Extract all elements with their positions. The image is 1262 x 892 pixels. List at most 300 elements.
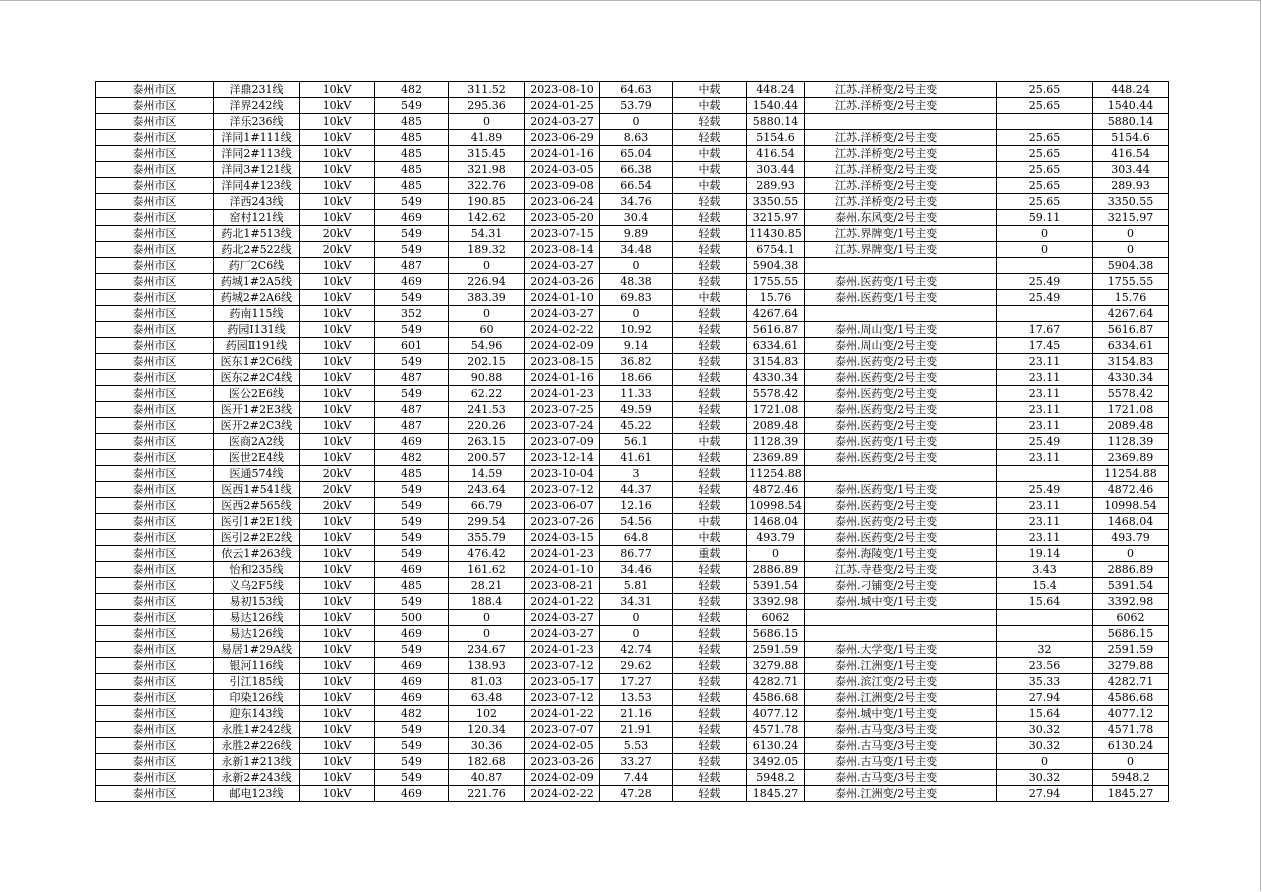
cell-substation-transformer bbox=[805, 258, 997, 274]
cell-substation-transformer: 江苏.洋桥变/2号主变 bbox=[805, 82, 997, 98]
cell-max-date: 2023-08-10 bbox=[525, 82, 600, 98]
cell-load-rate: 66.38 bbox=[600, 162, 673, 178]
cell-load-rate: 29.62 bbox=[600, 658, 673, 674]
cell-load-status: 轻载 bbox=[673, 370, 747, 386]
cell-load-rate: 65.04 bbox=[600, 146, 673, 162]
cell-load-rate: 33.27 bbox=[600, 754, 673, 770]
cell-load-status: 轻载 bbox=[673, 578, 747, 594]
cell-voltage: 10kV bbox=[300, 178, 375, 194]
cell-load-status: 中载 bbox=[673, 290, 747, 306]
cell-region: 泰州市区 bbox=[96, 770, 214, 786]
cell-voltage: 10kV bbox=[300, 418, 375, 434]
cell-substation-transformer bbox=[805, 626, 997, 642]
cell-remaining-capacity: 3350.55 bbox=[747, 194, 805, 210]
cell-substation-transformer: 江苏.洋桥变/2号主变 bbox=[805, 194, 997, 210]
cell-max-date: 2024-03-27 bbox=[525, 306, 600, 322]
cell-remaining-capacity: 2886.89 bbox=[747, 562, 805, 578]
cell-line-name: 窑村121线 bbox=[214, 210, 300, 226]
cell-voltage: 10kV bbox=[300, 146, 375, 162]
cell-line-name: 药北1#513线 bbox=[214, 226, 300, 242]
cell-load-status: 中载 bbox=[673, 178, 747, 194]
cell-substation-transformer bbox=[805, 114, 997, 130]
cell-load-status: 轻载 bbox=[673, 354, 747, 370]
cell-max-date: 2023-12-14 bbox=[525, 450, 600, 466]
table-row bbox=[96, 434, 1169, 450]
cell-available-capacity: 5154.6 bbox=[1093, 130, 1169, 146]
cell-load-rate: 54.56 bbox=[600, 514, 673, 530]
cell-max-current: 295.36 bbox=[449, 98, 525, 114]
cell-voltage: 10kV bbox=[300, 514, 375, 530]
cell-max-date: 2023-06-29 bbox=[525, 130, 600, 146]
cell-max-date: 2023-07-09 bbox=[525, 434, 600, 450]
cell-max-current: 0 bbox=[449, 626, 525, 642]
cell-line-name: 医东1#2C6线 bbox=[214, 354, 300, 370]
cell-substation-transformer: 泰州.周山变/2号主变 bbox=[805, 338, 997, 354]
cell-rated-current: 549 bbox=[375, 498, 449, 514]
cell-substation-transformer: 江苏.洋桥变/2号主变 bbox=[805, 130, 997, 146]
cell-transformer-load-rate: 27.94 bbox=[997, 786, 1093, 802]
cell-load-status: 轻载 bbox=[673, 466, 747, 482]
cell-transformer-load-rate: 25.65 bbox=[997, 194, 1093, 210]
cell-line-name: 易达126线 bbox=[214, 610, 300, 626]
cell-voltage: 10kV bbox=[300, 546, 375, 562]
table-row bbox=[96, 674, 1169, 690]
table-row bbox=[96, 386, 1169, 402]
cell-max-date: 2024-03-27 bbox=[525, 114, 600, 130]
cell-rated-current: 549 bbox=[375, 242, 449, 258]
cell-line-name: 洋西243线 bbox=[214, 194, 300, 210]
table-row bbox=[96, 306, 1169, 322]
cell-max-current: 28.21 bbox=[449, 578, 525, 594]
cell-load-status: 轻载 bbox=[673, 450, 747, 466]
cell-max-current: 263.15 bbox=[449, 434, 525, 450]
cell-region: 泰州市区 bbox=[96, 290, 214, 306]
cell-line-name: 迎东143线 bbox=[214, 706, 300, 722]
cell-load-rate: 9.89 bbox=[600, 226, 673, 242]
cell-load-rate: 5.81 bbox=[600, 578, 673, 594]
cell-remaining-capacity: 4267.64 bbox=[747, 306, 805, 322]
cell-voltage: 10kV bbox=[300, 98, 375, 114]
cell-remaining-capacity: 2591.59 bbox=[747, 642, 805, 658]
cell-region: 泰州市区 bbox=[96, 258, 214, 274]
cell-load-status: 重载 bbox=[673, 546, 747, 562]
cell-available-capacity: 1540.44 bbox=[1093, 98, 1169, 114]
cell-available-capacity: 15.76 bbox=[1093, 290, 1169, 306]
cell-substation-transformer: 江苏.洋桥变/2号主变 bbox=[805, 162, 997, 178]
cell-rated-current: 549 bbox=[375, 738, 449, 754]
cell-max-current: 221.76 bbox=[449, 786, 525, 802]
table-row bbox=[96, 402, 1169, 418]
cell-transformer-load-rate bbox=[997, 466, 1093, 482]
cell-region: 泰州市区 bbox=[96, 370, 214, 386]
cell-load-status: 轻载 bbox=[673, 690, 747, 706]
cell-substation-transformer: 泰州.医药变/1号主变 bbox=[805, 274, 997, 290]
cell-rated-current: 549 bbox=[375, 594, 449, 610]
cell-remaining-capacity: 4282.71 bbox=[747, 674, 805, 690]
cell-max-date: 2024-01-16 bbox=[525, 146, 600, 162]
cell-rated-current: 549 bbox=[375, 322, 449, 338]
cell-region: 泰州市区 bbox=[96, 578, 214, 594]
cell-remaining-capacity: 4872.46 bbox=[747, 482, 805, 498]
cell-voltage: 10kV bbox=[300, 306, 375, 322]
cell-max-date: 2024-01-10 bbox=[525, 290, 600, 306]
cell-max-date: 2023-07-25 bbox=[525, 402, 600, 418]
cell-load-rate: 21.91 bbox=[600, 722, 673, 738]
cell-remaining-capacity: 289.93 bbox=[747, 178, 805, 194]
table-row bbox=[96, 130, 1169, 146]
table-row bbox=[96, 514, 1169, 530]
cell-available-capacity: 303.44 bbox=[1093, 162, 1169, 178]
cell-max-current: 182.68 bbox=[449, 754, 525, 770]
cell-region: 泰州市区 bbox=[96, 658, 214, 674]
cell-available-capacity: 416.54 bbox=[1093, 146, 1169, 162]
cell-max-current: 0 bbox=[449, 258, 525, 274]
cell-rated-current: 469 bbox=[375, 434, 449, 450]
cell-max-current: 54.31 bbox=[449, 226, 525, 242]
cell-substation-transformer: 泰州.医药变/2号主变 bbox=[805, 418, 997, 434]
cell-load-rate: 0 bbox=[600, 258, 673, 274]
cell-load-status: 轻载 bbox=[673, 498, 747, 514]
cell-transformer-load-rate: 25.65 bbox=[997, 178, 1093, 194]
table-row bbox=[96, 626, 1169, 642]
cell-region: 泰州市区 bbox=[96, 178, 214, 194]
cell-voltage: 10kV bbox=[300, 194, 375, 210]
cell-transformer-load-rate: 25.65 bbox=[997, 82, 1093, 98]
table-row bbox=[96, 786, 1169, 802]
cell-voltage: 10kV bbox=[300, 290, 375, 306]
cell-load-status: 轻载 bbox=[673, 642, 747, 658]
cell-region: 泰州市区 bbox=[96, 514, 214, 530]
cell-max-date: 2024-01-10 bbox=[525, 562, 600, 578]
cell-load-status: 轻载 bbox=[673, 130, 747, 146]
cell-line-name: 银河116线 bbox=[214, 658, 300, 674]
cell-substation-transformer: 泰州.刁铺变/2号主变 bbox=[805, 578, 997, 594]
cell-remaining-capacity: 5904.38 bbox=[747, 258, 805, 274]
cell-substation-transformer: 泰州.医药变/2号主变 bbox=[805, 354, 997, 370]
cell-max-date: 2024-03-27 bbox=[525, 258, 600, 274]
cell-line-name: 易初153线 bbox=[214, 594, 300, 610]
cell-substation-transformer: 泰州.古马变/3号主变 bbox=[805, 722, 997, 738]
cell-transformer-load-rate: 32 bbox=[997, 642, 1093, 658]
cell-substation-transformer: 泰州.医药变/2号主变 bbox=[805, 450, 997, 466]
cell-load-rate: 64.63 bbox=[600, 82, 673, 98]
cell-line-name: 药厂2C6线 bbox=[214, 258, 300, 274]
cell-remaining-capacity: 3392.98 bbox=[747, 594, 805, 610]
cell-region: 泰州市区 bbox=[96, 482, 214, 498]
table-row bbox=[96, 754, 1169, 770]
cell-load-status: 轻载 bbox=[673, 418, 747, 434]
cell-substation-transformer: 泰州.海陵变/1号主变 bbox=[805, 546, 997, 562]
cell-transformer-load-rate: 0 bbox=[997, 754, 1093, 770]
cell-available-capacity: 1755.55 bbox=[1093, 274, 1169, 290]
cell-substation-transformer: 江苏.界牌变/1号主变 bbox=[805, 226, 997, 242]
cell-voltage: 10kV bbox=[300, 754, 375, 770]
cell-substation-transformer: 泰州.古马变/1号主变 bbox=[805, 754, 997, 770]
cell-substation-transformer: 泰州.城中变/1号主变 bbox=[805, 706, 997, 722]
cell-line-name: 药北2#522线 bbox=[214, 242, 300, 258]
cell-max-date: 2023-06-24 bbox=[525, 194, 600, 210]
cell-line-name: 医引1#2E1线 bbox=[214, 514, 300, 530]
cell-substation-transformer: 泰州.周山变/1号主变 bbox=[805, 322, 997, 338]
cell-load-rate: 34.46 bbox=[600, 562, 673, 578]
cell-transformer-load-rate: 23.11 bbox=[997, 370, 1093, 386]
cell-transformer-load-rate: 25.49 bbox=[997, 274, 1093, 290]
cell-voltage: 10kV bbox=[300, 434, 375, 450]
cell-transformer-load-rate: 15.64 bbox=[997, 594, 1093, 610]
cell-line-name: 药南115线 bbox=[214, 306, 300, 322]
cell-transformer-load-rate: 35.33 bbox=[997, 674, 1093, 690]
cell-max-current: 120.34 bbox=[449, 722, 525, 738]
cell-max-current: 142.62 bbox=[449, 210, 525, 226]
cell-voltage: 10kV bbox=[300, 258, 375, 274]
cell-max-current: 202.15 bbox=[449, 354, 525, 370]
cell-voltage: 10kV bbox=[300, 770, 375, 786]
cell-rated-current: 549 bbox=[375, 226, 449, 242]
cell-transformer-load-rate: 23.11 bbox=[997, 402, 1093, 418]
cell-region: 泰州市区 bbox=[96, 594, 214, 610]
cell-remaining-capacity: 1845.27 bbox=[747, 786, 805, 802]
cell-max-date: 2023-07-12 bbox=[525, 482, 600, 498]
cell-line-name: 洋界242线 bbox=[214, 98, 300, 114]
cell-rated-current: 469 bbox=[375, 658, 449, 674]
cell-remaining-capacity: 3154.83 bbox=[747, 354, 805, 370]
cell-transformer-load-rate: 23.11 bbox=[997, 530, 1093, 546]
cell-available-capacity: 6062 bbox=[1093, 610, 1169, 626]
cell-line-name: 引江185线 bbox=[214, 674, 300, 690]
cell-max-current: 90.88 bbox=[449, 370, 525, 386]
cell-max-current: 0 bbox=[449, 114, 525, 130]
cell-remaining-capacity: 5686.15 bbox=[747, 626, 805, 642]
cell-voltage: 10kV bbox=[300, 530, 375, 546]
cell-available-capacity: 4571.78 bbox=[1093, 722, 1169, 738]
cell-line-name: 怡和235线 bbox=[214, 562, 300, 578]
cell-transformer-load-rate bbox=[997, 610, 1093, 626]
cell-region: 泰州市区 bbox=[96, 354, 214, 370]
cell-load-status: 轻载 bbox=[673, 770, 747, 786]
cell-region: 泰州市区 bbox=[96, 498, 214, 514]
table-row bbox=[96, 450, 1169, 466]
cell-line-name: 永胜2#226线 bbox=[214, 738, 300, 754]
cell-region: 泰州市区 bbox=[96, 162, 214, 178]
cell-voltage: 10kV bbox=[300, 402, 375, 418]
cell-transformer-load-rate: 25.65 bbox=[997, 162, 1093, 178]
cell-voltage: 10kV bbox=[300, 370, 375, 386]
cell-line-name: 医开2#2C3线 bbox=[214, 418, 300, 434]
cell-load-rate: 3 bbox=[600, 466, 673, 482]
cell-rated-current: 469 bbox=[375, 674, 449, 690]
cell-max-current: 476.42 bbox=[449, 546, 525, 562]
cell-available-capacity: 1468.04 bbox=[1093, 514, 1169, 530]
cell-transformer-load-rate: 23.11 bbox=[997, 418, 1093, 434]
cell-rated-current: 549 bbox=[375, 386, 449, 402]
cell-remaining-capacity: 6754.1 bbox=[747, 242, 805, 258]
cell-load-rate: 44.37 bbox=[600, 482, 673, 498]
table-row bbox=[96, 226, 1169, 242]
cell-transformer-load-rate: 23.56 bbox=[997, 658, 1093, 674]
cell-remaining-capacity: 1468.04 bbox=[747, 514, 805, 530]
cell-available-capacity: 493.79 bbox=[1093, 530, 1169, 546]
cell-line-name: 医东2#2C4线 bbox=[214, 370, 300, 386]
cell-max-date: 2024-03-27 bbox=[525, 626, 600, 642]
cell-line-name: 洋鼎231线 bbox=[214, 82, 300, 98]
cell-rated-current: 487 bbox=[375, 370, 449, 386]
cell-substation-transformer: 江苏.洋桥变/2号主变 bbox=[805, 146, 997, 162]
cell-max-date: 2024-01-25 bbox=[525, 98, 600, 114]
cell-line-name: 医公2E6线 bbox=[214, 386, 300, 402]
cell-available-capacity: 289.93 bbox=[1093, 178, 1169, 194]
cell-region: 泰州市区 bbox=[96, 338, 214, 354]
cell-remaining-capacity: 4077.12 bbox=[747, 706, 805, 722]
cell-line-name: 医引2#2E2线 bbox=[214, 530, 300, 546]
cell-voltage: 10kV bbox=[300, 738, 375, 754]
cell-max-date: 2023-09-08 bbox=[525, 178, 600, 194]
cell-rated-current: 482 bbox=[375, 450, 449, 466]
cell-region: 泰州市区 bbox=[96, 562, 214, 578]
cell-voltage: 10kV bbox=[300, 82, 375, 98]
cell-transformer-load-rate: 25.65 bbox=[997, 130, 1093, 146]
cell-load-rate: 5.53 bbox=[600, 738, 673, 754]
cell-line-name: 永新1#213线 bbox=[214, 754, 300, 770]
cell-transformer-load-rate: 25.49 bbox=[997, 434, 1093, 450]
cell-available-capacity: 1721.08 bbox=[1093, 402, 1169, 418]
cell-transformer-load-rate: 23.11 bbox=[997, 386, 1093, 402]
cell-available-capacity: 0 bbox=[1093, 226, 1169, 242]
cell-remaining-capacity: 416.54 bbox=[747, 146, 805, 162]
cell-voltage: 20kV bbox=[300, 482, 375, 498]
cell-transformer-load-rate: 17.67 bbox=[997, 322, 1093, 338]
cell-load-rate: 0 bbox=[600, 306, 673, 322]
cell-voltage: 10kV bbox=[300, 786, 375, 802]
cell-load-status: 中载 bbox=[673, 98, 747, 114]
cell-substation-transformer: 泰州.医药变/2号主变 bbox=[805, 370, 997, 386]
cell-max-current: 189.32 bbox=[449, 242, 525, 258]
cell-rated-current: 549 bbox=[375, 530, 449, 546]
cell-region: 泰州市区 bbox=[96, 242, 214, 258]
cell-region: 泰州市区 bbox=[96, 98, 214, 114]
cell-line-name: 洋同3#121线 bbox=[214, 162, 300, 178]
cell-max-current: 299.54 bbox=[449, 514, 525, 530]
cell-load-status: 轻载 bbox=[673, 242, 747, 258]
table-row bbox=[96, 194, 1169, 210]
cell-max-current: 138.93 bbox=[449, 658, 525, 674]
cell-load-rate: 42.74 bbox=[600, 642, 673, 658]
cell-region: 泰州市区 bbox=[96, 82, 214, 98]
cell-substation-transformer: 泰州.医药变/2号主变 bbox=[805, 530, 997, 546]
cell-substation-transformer: 泰州.医药变/2号主变 bbox=[805, 386, 997, 402]
cell-transformer-load-rate: 25.65 bbox=[997, 98, 1093, 114]
cell-transformer-load-rate: 3.43 bbox=[997, 562, 1093, 578]
cell-max-date: 2023-07-07 bbox=[525, 722, 600, 738]
cell-load-rate: 34.31 bbox=[600, 594, 673, 610]
cell-load-rate: 21.16 bbox=[600, 706, 673, 722]
cell-load-rate: 12.16 bbox=[600, 498, 673, 514]
cell-available-capacity: 3392.98 bbox=[1093, 594, 1169, 610]
cell-line-name: 易居1#29A线 bbox=[214, 642, 300, 658]
cell-available-capacity: 448.24 bbox=[1093, 82, 1169, 98]
cell-load-rate: 10.92 bbox=[600, 322, 673, 338]
cell-max-current: 161.62 bbox=[449, 562, 525, 578]
cell-region: 泰州市区 bbox=[96, 306, 214, 322]
table-row bbox=[96, 354, 1169, 370]
cell-rated-current: 485 bbox=[375, 130, 449, 146]
cell-voltage: 10kV bbox=[300, 114, 375, 130]
cell-remaining-capacity: 3215.97 bbox=[747, 210, 805, 226]
cell-line-name: 永新2#243线 bbox=[214, 770, 300, 786]
cell-line-name: 易达126线 bbox=[214, 626, 300, 642]
cell-max-date: 2024-01-23 bbox=[525, 642, 600, 658]
cell-max-current: 60 bbox=[449, 322, 525, 338]
cell-load-rate: 41.61 bbox=[600, 450, 673, 466]
cell-substation-transformer: 江苏.洋桥变/2号主变 bbox=[805, 98, 997, 114]
cell-max-date: 2024-01-23 bbox=[525, 546, 600, 562]
cell-line-name: 药城2#2A6线 bbox=[214, 290, 300, 306]
cell-substation-transformer bbox=[805, 466, 997, 482]
cell-rated-current: 485 bbox=[375, 578, 449, 594]
cell-max-date: 2023-07-24 bbox=[525, 418, 600, 434]
cell-region: 泰州市区 bbox=[96, 418, 214, 434]
cell-line-name: 药城1#2A5线 bbox=[214, 274, 300, 290]
cell-transformer-load-rate: 30.32 bbox=[997, 770, 1093, 786]
cell-available-capacity: 5880.14 bbox=[1093, 114, 1169, 130]
cell-transformer-load-rate: 25.49 bbox=[997, 290, 1093, 306]
cell-remaining-capacity: 5880.14 bbox=[747, 114, 805, 130]
cell-max-date: 2024-02-09 bbox=[525, 338, 600, 354]
cell-rated-current: 485 bbox=[375, 466, 449, 482]
cell-rated-current: 549 bbox=[375, 354, 449, 370]
cell-max-current: 226.94 bbox=[449, 274, 525, 290]
cell-substation-transformer: 泰州.滨江变/2号主变 bbox=[805, 674, 997, 690]
cell-rated-current: 485 bbox=[375, 146, 449, 162]
cell-max-current: 0 bbox=[449, 610, 525, 626]
cell-max-date: 2024-01-16 bbox=[525, 370, 600, 386]
cell-region: 泰州市区 bbox=[96, 706, 214, 722]
cell-load-rate: 53.79 bbox=[600, 98, 673, 114]
cell-substation-transformer: 泰州.江洲变/2号主变 bbox=[805, 786, 997, 802]
cell-voltage: 10kV bbox=[300, 130, 375, 146]
cell-max-current: 321.98 bbox=[449, 162, 525, 178]
cell-max-date: 2024-03-15 bbox=[525, 530, 600, 546]
cell-region: 泰州市区 bbox=[96, 466, 214, 482]
cell-transformer-load-rate bbox=[997, 258, 1093, 274]
cell-line-name: 洋同4#123线 bbox=[214, 178, 300, 194]
cell-voltage: 10kV bbox=[300, 578, 375, 594]
cell-max-date: 2024-03-26 bbox=[525, 274, 600, 290]
cell-voltage: 10kV bbox=[300, 274, 375, 290]
cell-available-capacity: 5686.15 bbox=[1093, 626, 1169, 642]
cell-remaining-capacity: 1128.39 bbox=[747, 434, 805, 450]
cell-rated-current: 352 bbox=[375, 306, 449, 322]
cell-available-capacity: 2886.89 bbox=[1093, 562, 1169, 578]
cell-available-capacity: 6130.24 bbox=[1093, 738, 1169, 754]
cell-max-date: 2023-08-21 bbox=[525, 578, 600, 594]
cell-available-capacity: 4330.34 bbox=[1093, 370, 1169, 386]
cell-line-name: 医商2A2线 bbox=[214, 434, 300, 450]
table-row bbox=[96, 562, 1169, 578]
cell-remaining-capacity: 448.24 bbox=[747, 82, 805, 98]
cell-remaining-capacity: 11430.85 bbox=[747, 226, 805, 242]
cell-max-date: 2024-02-22 bbox=[525, 786, 600, 802]
cell-max-date: 2023-08-15 bbox=[525, 354, 600, 370]
cell-voltage: 10kV bbox=[300, 610, 375, 626]
cell-load-rate: 8.63 bbox=[600, 130, 673, 146]
table-row bbox=[96, 162, 1169, 178]
cell-max-current: 63.48 bbox=[449, 690, 525, 706]
cell-region: 泰州市区 bbox=[96, 610, 214, 626]
cell-voltage: 10kV bbox=[300, 322, 375, 338]
cell-substation-transformer: 泰州.医药变/1号主变 bbox=[805, 290, 997, 306]
cell-max-current: 322.76 bbox=[449, 178, 525, 194]
cell-load-rate: 13.53 bbox=[600, 690, 673, 706]
